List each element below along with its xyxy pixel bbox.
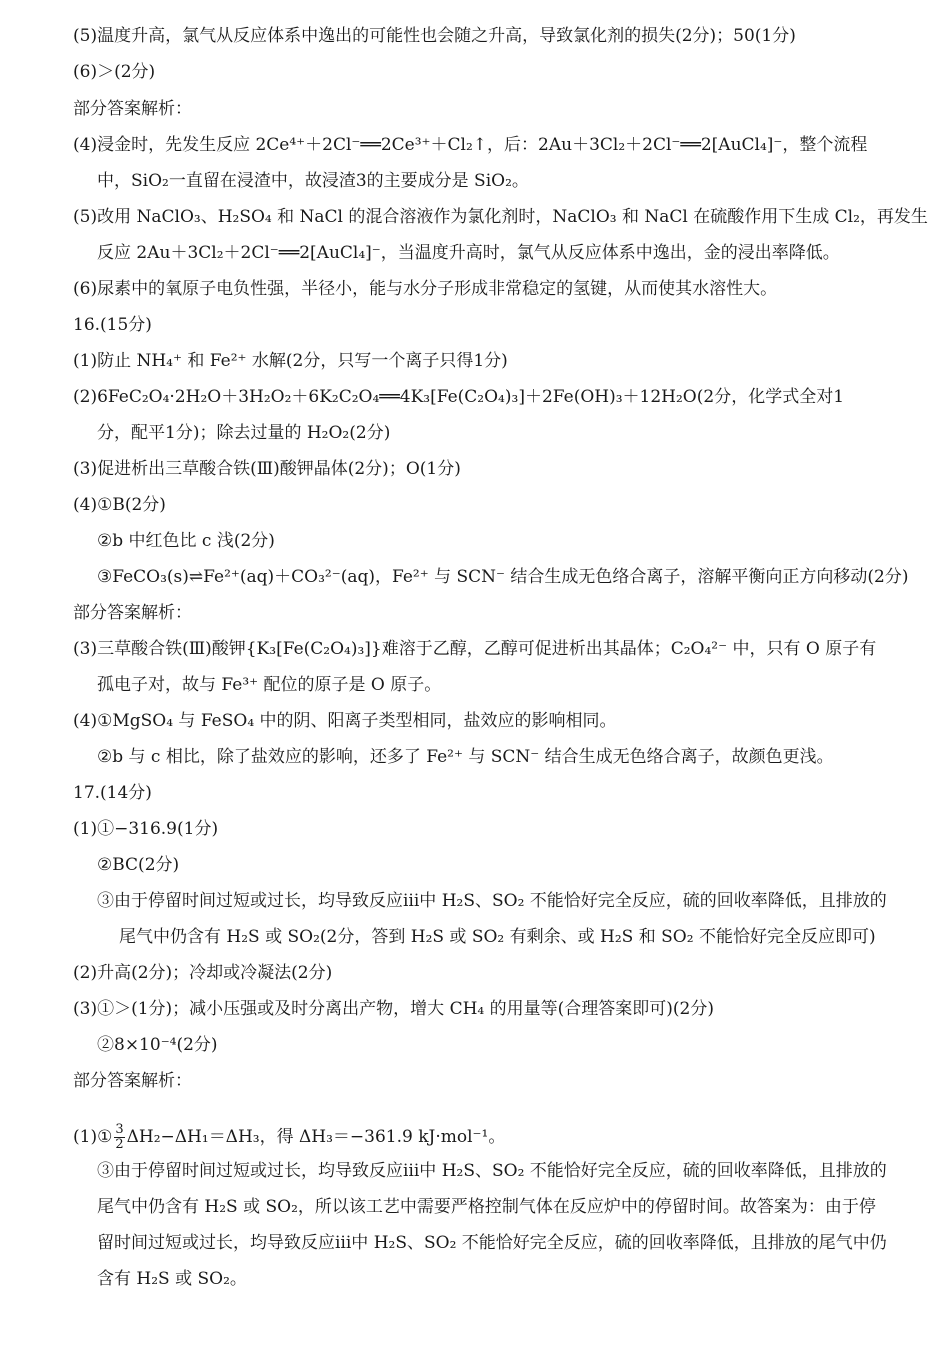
fraction-numerator: 3 [115,1122,124,1137]
text-line: (5)温度升高，氯气从反应体系中逸出的可能性也会随之升高，导致氯化剂的损失(2分)；50(1分) [73,26,796,46]
text-line: ③FeCO₃(s)⇌Fe²⁺(aq)＋CO₃²⁻(aq)，Fe²⁺ 与 SCN⁻ 结合生成无色络合离子，溶解平衡向正方向移动(2分) [97,567,909,587]
text-line: (6)尿素中的氧原子电负性强，半径小，能与水分子形成非常稳定的氢键，从而使其水溶性大。 [73,279,778,299]
text-line: 尾气中仍含有 H₂S 或 SO₂(2分，答到 H₂S 或 SO₂ 有剩余、或 H₂S 和 SO₂ 不能恰好完全反应即可) [119,927,876,947]
fraction [114,1123,124,1152]
text-line: 中，SiO₂一直留在浸渣中，故浸渣3的主要成分是 SiO₂。 [97,171,529,191]
text-line: (2)6FeC₂O₄·2H₂O＋3H₂O₂＋6K₂C₂O₄══4K₃[Fe(C₂O₄)₃]＋2Fe(OH)₃＋12H₂O(2分，化学式全对1 [73,387,845,407]
text-line: ②b 与 c 相比，除了盐效应的影响，还多了 Fe²⁺ 与 SCN⁻ 结合生成无色络合离子，故颜色更浅。 [97,747,834,767]
text-line: 含有 H₂S 或 SO₂。 [97,1269,247,1289]
text-line: ③由于停留时间过短或过长，均导致反应ⅲ中 H₂S、SO₂ 不能恰好完全反应，硫的回收率降低，且排放的 [97,891,887,911]
text-line: 部分答案解析： [73,1071,192,1091]
text-line: (4)①MgSO₄ 与 FeSO₄ 中的阴、阳离子类型相同，盐效应的影响相同。 [73,711,617,731]
text-line: 部分答案解析： [73,99,192,119]
text-line: (4)①B(2分) [73,495,166,515]
text-line: (3)促进析出三草酸合铁(Ⅲ)酸钾晶体(2分)；O(1分) [73,459,461,479]
text-line: ②8×10⁻⁴(2分) [97,1035,218,1055]
text-line: ②b 中红色比 c 浅(2分) [97,531,275,551]
text-line: (4)浸金时，先发生反应 2Ce⁴⁺＋2Cl⁻══2Ce³⁺＋Cl₂↑，后：2Au＋3Cl₂＋2Cl⁻══2[AuCl₄]⁻，整个流程 [73,135,868,155]
text-line: 17.(14分) [73,783,152,803]
text-line: (3)三草酸合铁(Ⅲ)酸钾{K₃[Fe(C₂O₄)₃]}难溶于乙醇，乙醇可促进析出其晶体；C₂O₄²⁻ 中，只有 O 原子有 [73,639,877,659]
formula-rest: ΔH₂−ΔH₁＝ΔH₃，得 ΔH₃＝−361.9 kJ·mol⁻¹。 [126,1127,506,1147]
text-line: ③由于停留时间过短或过长，均导致反应ⅲ中 H₂S、SO₂ 不能恰好完全反应，硫的回收率降低，且排放的 [97,1161,887,1181]
fraction-denominator: 2 [115,1137,124,1152]
text-line: (1)①−316.9(1分) [73,819,219,839]
text-line: 分，配平1分)；除去过量的 H₂O₂(2分) [97,423,391,443]
text-line: (2)升高(2分)；冷却或冷凝法(2分) [73,963,333,983]
text-line: 尾气中仍含有 H₂S 或 SO₂，所以该工艺中需要严格控制气体在反应炉中的停留时间。故答案为：由于停 [97,1197,876,1217]
formula-line [73,1119,505,1155]
text-line: ②BC(2分) [97,855,180,875]
text-line: 部分答案解析： [73,603,192,623]
text-line: 16.(15分) [73,315,152,335]
formula-prefix: (1)① [73,1127,113,1147]
text-line: (1)防止 NH₄⁺ 和 Fe²⁺ 水解(2分，只写一个离子只得1分) [73,351,508,371]
text-line: 留时间过短或过长，均导致反应ⅲ中 H₂S、SO₂ 不能恰好完全反应，硫的回收率降低，且排放的尾气中仍 [97,1233,887,1253]
text-line: (5)改用 NaClO₃、H₂SO₄ 和 NaCl 的混合溶液作为氯化剂时，NaClO₃ 和 NaCl 在硫酸作用下生成 Cl₂，再发生 [73,207,928,227]
text-line: (6)＞(2分) [73,62,156,82]
text-line: 孤电子对，故与 Fe³⁺ 配位的原子是 O 原子。 [97,675,442,695]
text-line: (3)①＞(1分)；减小压强或及时分离出产物，增大 CH₄ 的用量等(合理答案即可)(2分) [73,999,714,1019]
text-line: 反应 2Au＋3Cl₂＋2Cl⁻══2[AuCl₄]⁻，当温度升高时，氯气从反应体系中逸出，金的浸出率降低。 [97,243,840,263]
